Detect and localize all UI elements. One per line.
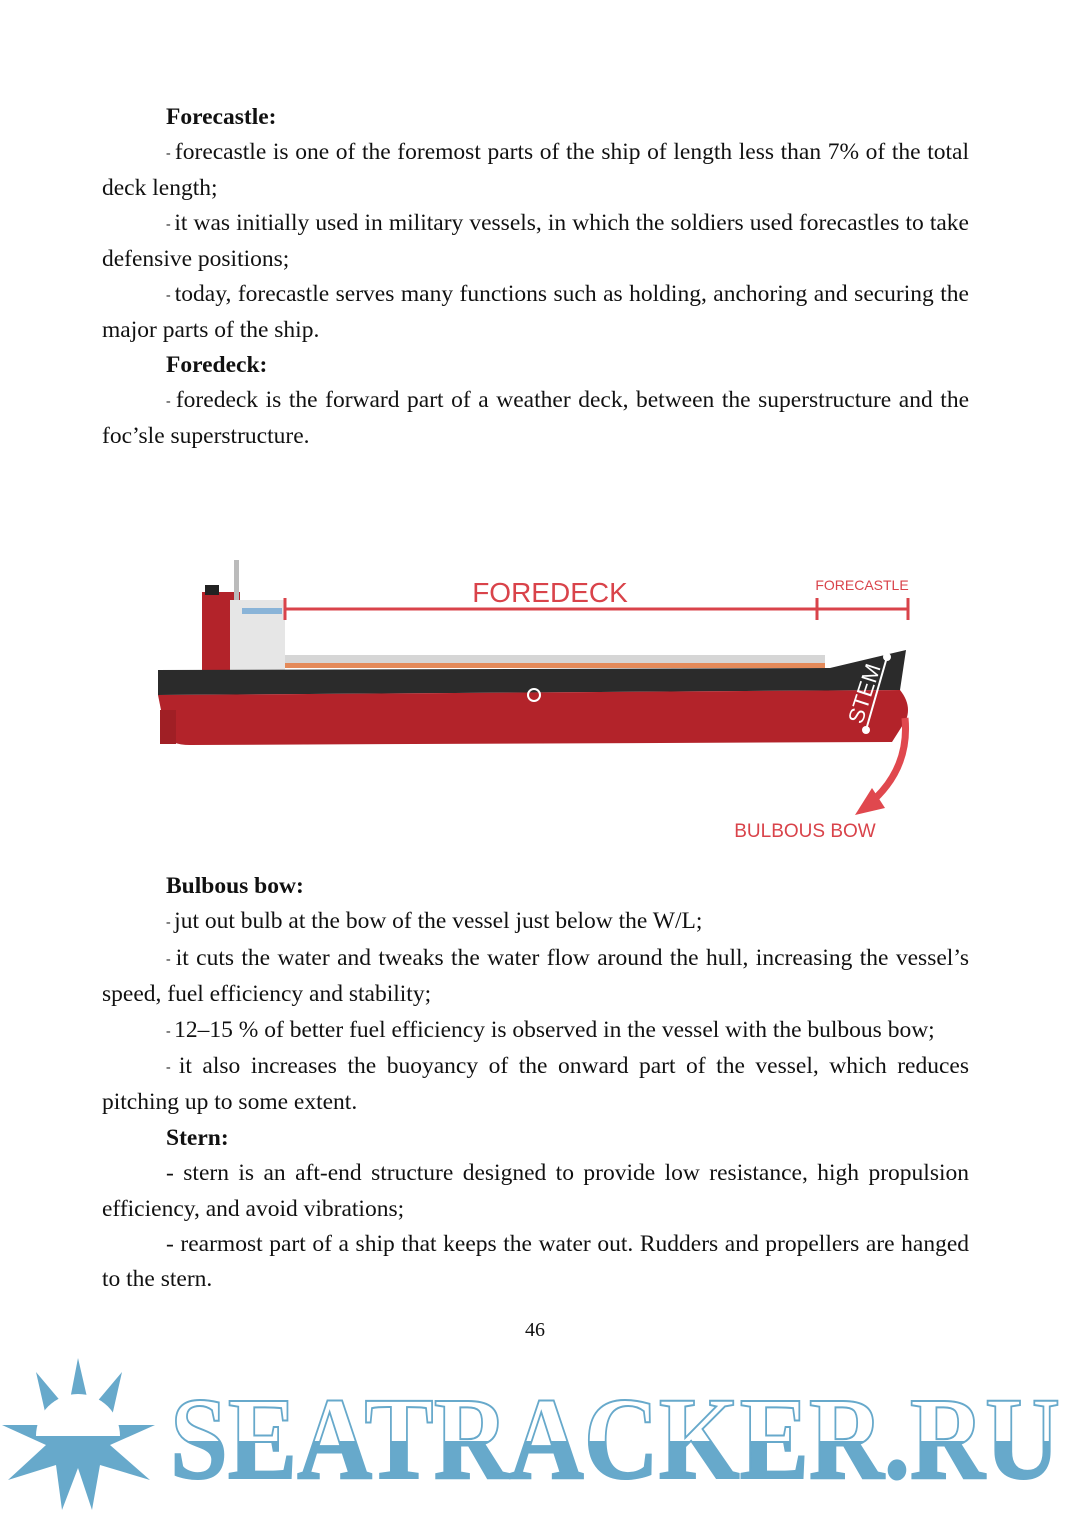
ship-diagram (150, 540, 920, 850)
list-item: - it also increases the buoyancy of the onward part of the vessel, which reduces pitching up to some extent. (102, 1053, 969, 1116)
heading-stern: Stern: (166, 1124, 229, 1151)
list-item: - it cuts the water and tweaks the water flow around the hull, increasing the vessel’s speed, fuel efficiency and stability; (102, 944, 969, 1008)
section-bulbous-stern (102, 869, 969, 1298)
list-item: - rearmost part of a ship that keeps the water out. Rudders and propellers are hanged to the stern. (102, 1231, 969, 1293)
page-number: 46 (525, 1319, 545, 1341)
sun-icon (2, 1358, 155, 1510)
hull-lower (158, 690, 908, 745)
watermark-logo (0, 1350, 1080, 1515)
list-item: - 12–15 % of better fuel efficiency is observed in the vessel with the bulbous bow; (166, 1016, 935, 1043)
heading-forecastle: Forecastle: (166, 104, 277, 130)
list-item: - today, forecastle serves many functions such as holding, anchoring and securing the major parts of the ship. (102, 281, 969, 343)
list-item: - forecastle is one of the foremost parts of the ship of length less than 7% of the total deck length; (102, 139, 969, 201)
list-item: - jut out bulb at the bow of the vessel just below the W/L; (166, 908, 703, 935)
watermark-text: SEATRACKER.RU (170, 1373, 1060, 1504)
label-forecastle: FORECASTLE (815, 577, 909, 593)
list-item: - stern is an aft-end structure designed to provide low resistance, high propulsion efficiency, and avoid vibrations; (102, 1160, 969, 1222)
label-bulbous-bow: BULBOUS BOW (734, 821, 876, 842)
label-stem: STEM (842, 660, 886, 727)
section-forecastle-foredeck (102, 100, 969, 454)
list-item: - it was initially used in military vessels, in which the soldiers used forecastles to take defensive positions; (102, 210, 969, 272)
list-item: - foredeck is the forward part of a weather deck, between the superstructure and the foc’sle superstructure. (102, 387, 969, 449)
label-foredeck: FOREDECK (472, 577, 628, 608)
heading-foredeck: Foredeck: (166, 352, 268, 378)
heading-bulbous-bow: Bulbous bow: (166, 873, 304, 899)
